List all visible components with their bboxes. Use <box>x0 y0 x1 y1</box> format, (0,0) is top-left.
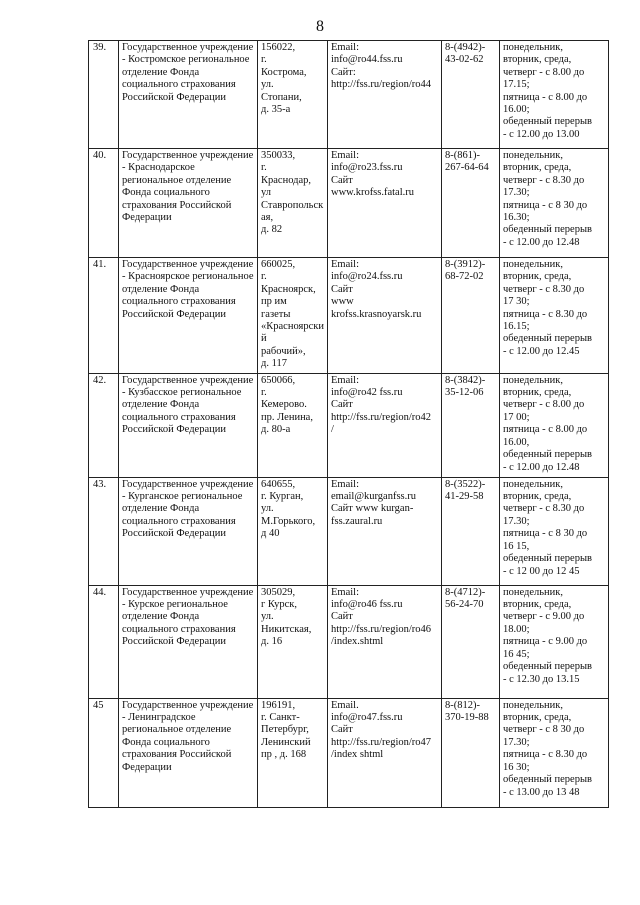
phone: 8-(861)- 267-64-64 <box>442 149 500 258</box>
table-row <box>89 698 609 807</box>
table-row <box>89 41 609 149</box>
contacts: Email: info@ro46 fss.ru Сайт http://fss.ru/region/ro46 /index.shtml <box>328 585 442 698</box>
table-row <box>89 149 609 258</box>
phone: 8-(3522)- 41-29-58 <box>442 477 500 585</box>
row-number: 44. <box>89 585 119 698</box>
working-hours: понедельник, вторник, среда, четверг - с 8.00 до 17.15; пятница - с 8.00 до 16.00; обеденный перерыв - с 12.00 до 13.00 <box>500 41 609 149</box>
organization-name: Государственное учреждение - Курганское региональное отделение Фонда социального страхования Российской Федерации <box>119 477 258 585</box>
working-hours: понедельник, вторник, среда, четверг - с 8.30 до 17 30; пятница - с 8.30 до 16.15; обеденный перерыв - с 12.00 до 12.45 <box>500 258 609 374</box>
row-number: 42. <box>89 373 119 477</box>
phone: 8-(3912)- 68-72-02 <box>442 258 500 374</box>
row-number: 41. <box>89 258 119 374</box>
working-hours: понедельник, вторник, среда, четверг - с 8 30 до 17.30; пятница - с 8.30 до 16 30; обеденный перерыв - с 13.00 до 13 48 <box>500 698 609 807</box>
address: 640655, г. Курган, ул. М.Горького, д 40 <box>258 477 328 585</box>
table-row <box>89 585 609 698</box>
address: 156022, г. Кострома, ул. Стопани, д. 35-а <box>258 41 328 149</box>
contacts: Email: info@ro44.fss.ru Сайт: http://fss.ru/region/ro44 <box>328 41 442 149</box>
table-row <box>89 373 609 477</box>
organization-name: Государственное учреждение - Краснодарское региональное отделение Фонда социального страхования Российской Федерации <box>119 149 258 258</box>
working-hours: понедельник, вторник, среда, четверг - с 8.30 до 17.30; пятница - с 8 30 до 16 15, обеденный перерыв - с 12 00 до 12 45 <box>500 477 609 585</box>
organization-name: Государственное учреждение - Курское региональное отделение Фонда социального страхования Российской Федерации <box>119 585 258 698</box>
page-number: 8 <box>316 18 324 35</box>
organization-name: Государственное учреждение - Костромское региональное отделение Фонда социального страхования Российской Федерации <box>119 41 258 149</box>
table-row <box>89 477 609 585</box>
row-number: 43. <box>89 477 119 585</box>
table-row <box>89 258 609 374</box>
contacts: Email: info@ro24.fss.ru Сайт www krofss.krasnoyarsk.ru <box>328 258 442 374</box>
working-hours: понедельник, вторник, среда, четверг - с 9.00 до 18.00; пятница - с 9.00 до 16 45; обеденный перерыв - с 12.30 до 13.15 <box>500 585 609 698</box>
contacts: Email: info@ro42 fss.ru Сайт http://fss.ru/region/ro42 / <box>328 373 442 477</box>
phone: 8-(4712)- 56-24-70 <box>442 585 500 698</box>
address: 350033, г. Краснодар, ул Ставропольская, д. 82 <box>258 149 328 258</box>
row-number: 39. <box>89 41 119 149</box>
contacts: Email. info@ro47.fss.ru Сайт http://fss.ru/region/ro47 /index shtml <box>328 698 442 807</box>
address: 196191, г. Санкт- Петербург, Ленинский пр , д. 168 <box>258 698 328 807</box>
phone: 8-(3842)- 35-12-06 <box>442 373 500 477</box>
working-hours: понедельник, вторник, среда, четверг - с 8.00 до 17 00; пятница - с 8.00 до 16.00, обеденный перерыв - с 12.00 до 12.48 <box>500 373 609 477</box>
organization-name: Государственное учреждение - Ленинградское региональное отделение Фонда социального страхования Российской Федерации <box>119 698 258 807</box>
offices-table <box>88 40 609 808</box>
phone: 8-(812)- 370-19-88 <box>442 698 500 807</box>
phone: 8-(4942)- 43-02-62 <box>442 41 500 149</box>
contacts: Email: email@kurganfss.ru Сайт www kurgan- fss.zaural.ru <box>328 477 442 585</box>
organization-name: Государственное учреждение - Кузбасское региональное отделение Фонда социального страхования Российской Федерации <box>119 373 258 477</box>
address: 650066, г. Кемерово. пр. Ленина, д. 80-а <box>258 373 328 477</box>
address: 305029, г Курск, ул. Никитская, д. 16 <box>258 585 328 698</box>
row-number: 45 <box>89 698 119 807</box>
address: 660025, г. Красноярск, пр им газеты «Красноярский рабочий», д. 117 <box>258 258 328 374</box>
contacts: Email: info@ro23.fss.ru Сайт www.krofss.fatal.ru <box>328 149 442 258</box>
row-number: 40. <box>89 149 119 258</box>
working-hours: понедельник, вторник, среда, четверг - с 8.30 до 17.30; пятница - с 8 30 до 16.30; обеденный перерыв - с 12.00 до 12.48 <box>500 149 609 258</box>
organization-name: Государственное учреждение - Красноярское региональное отделение Фонда социального страхования Российской Федерации <box>119 258 258 374</box>
